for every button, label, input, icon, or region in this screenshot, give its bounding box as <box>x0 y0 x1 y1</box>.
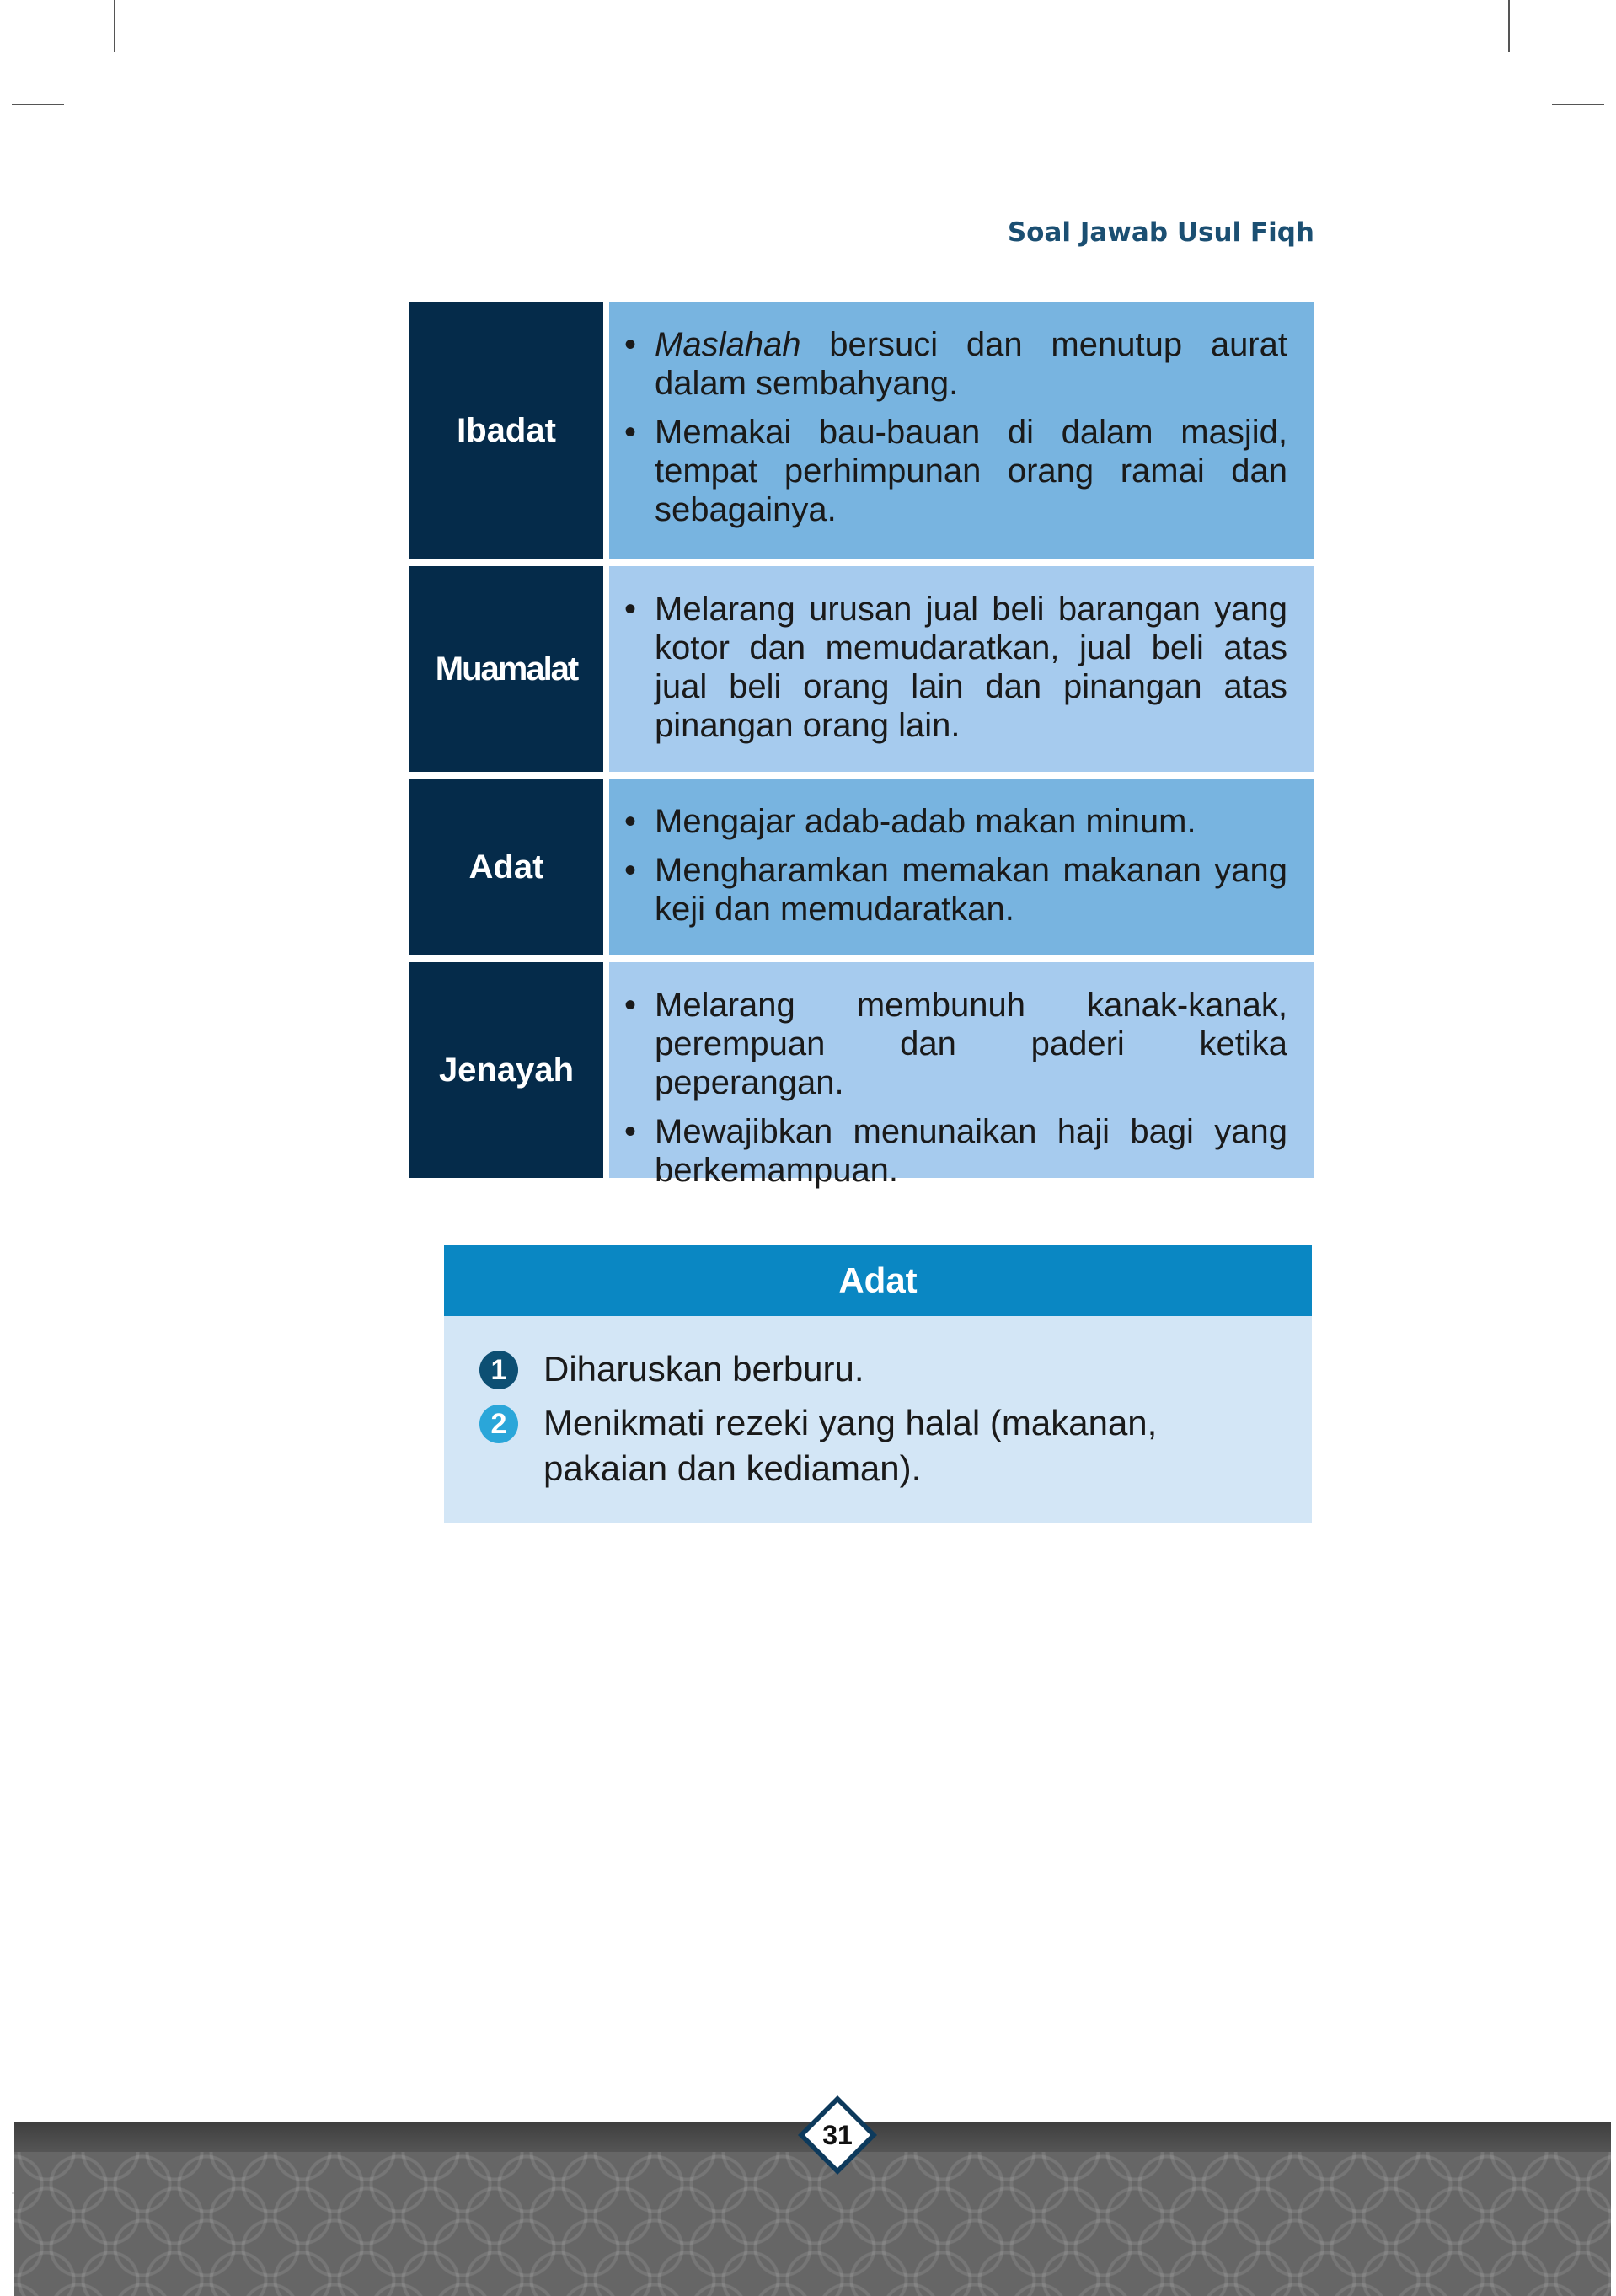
table-row <box>409 302 1314 559</box>
crop-mark <box>1552 104 1604 105</box>
bullet-icon: • <box>624 803 637 840</box>
list-item <box>624 802 1287 841</box>
list-item <box>479 1346 1278 1392</box>
bullet-icon: • <box>624 987 637 1024</box>
table-row <box>409 962 1314 1189</box>
description-cell <box>609 566 1314 772</box>
item-text: Menikmati rezeki yang halal (makanan, pakaian dan kediaman). <box>543 1403 1158 1488</box>
number-badge: 1 <box>479 1351 518 1389</box>
bullet-icon: • <box>624 326 637 363</box>
crop-mark <box>12 104 64 105</box>
bullet-text: Maslahah bersuci dan menutup aurat dalam sembahyang. <box>655 326 1287 402</box>
bullet-icon: • <box>624 1113 637 1150</box>
crop-mark <box>1508 0 1510 52</box>
description-cell <box>609 302 1314 559</box>
category-cell: Jenayah <box>409 962 603 1178</box>
bullet-text: Mengharamkan memakan makanan yang keji dan memudaratkan. <box>655 852 1287 928</box>
category-cell: Adat <box>409 779 603 955</box>
description-cell <box>609 962 1314 1189</box>
list-item <box>624 413 1287 529</box>
bullet-text: Melarang membunuh kanak-kanak, perempuan dan paderi ketika peperangan. <box>655 987 1287 1101</box>
bullet-icon: • <box>624 852 637 889</box>
maslahah-table <box>409 302 1314 1189</box>
bullet-icon: • <box>624 414 637 451</box>
adat-box <box>444 1245 1312 1523</box>
bullet-text: Mewajibkan menunaikan haji bagi yang berkemampuan. <box>655 1113 1287 1189</box>
crop-mark <box>114 0 115 52</box>
table-row <box>409 566 1314 772</box>
bullet-text: Mengajar adab-adab makan minum. <box>655 803 1196 840</box>
list-item <box>624 590 1287 745</box>
adat-box-title: Adat <box>444 1245 1312 1316</box>
table-row <box>409 779 1314 955</box>
list-item <box>624 986 1287 1102</box>
list-item <box>624 851 1287 929</box>
page-number-badge <box>796 2094 879 2176</box>
description-cell <box>609 779 1314 955</box>
number-badge: 2 <box>479 1405 518 1443</box>
adat-box-body <box>444 1316 1312 1523</box>
item-text: Diharuskan berburu. <box>543 1349 864 1389</box>
bullet-text: Melarang urusan jual beli barangan yang kotor dan memudaratkan, jual beli atas jual beli orang lain dan pinangan atas pinangan orang lain. <box>655 591 1287 744</box>
bullet-icon: • <box>624 591 637 628</box>
list-item <box>479 1400 1278 1491</box>
bullet-text: Memakai bau-bauan di dalam masjid, tempat perhimpunan orang ramai dan sebagainya. <box>655 414 1287 528</box>
list-item <box>624 325 1287 403</box>
list-item <box>624 1112 1287 1190</box>
category-cell: Ibadat <box>409 302 603 559</box>
page-number: 31 <box>822 2120 853 2150</box>
running-header: Soal Jawab Usul Fiqh <box>1007 217 1314 248</box>
category-cell: Muamalat <box>409 566 603 772</box>
